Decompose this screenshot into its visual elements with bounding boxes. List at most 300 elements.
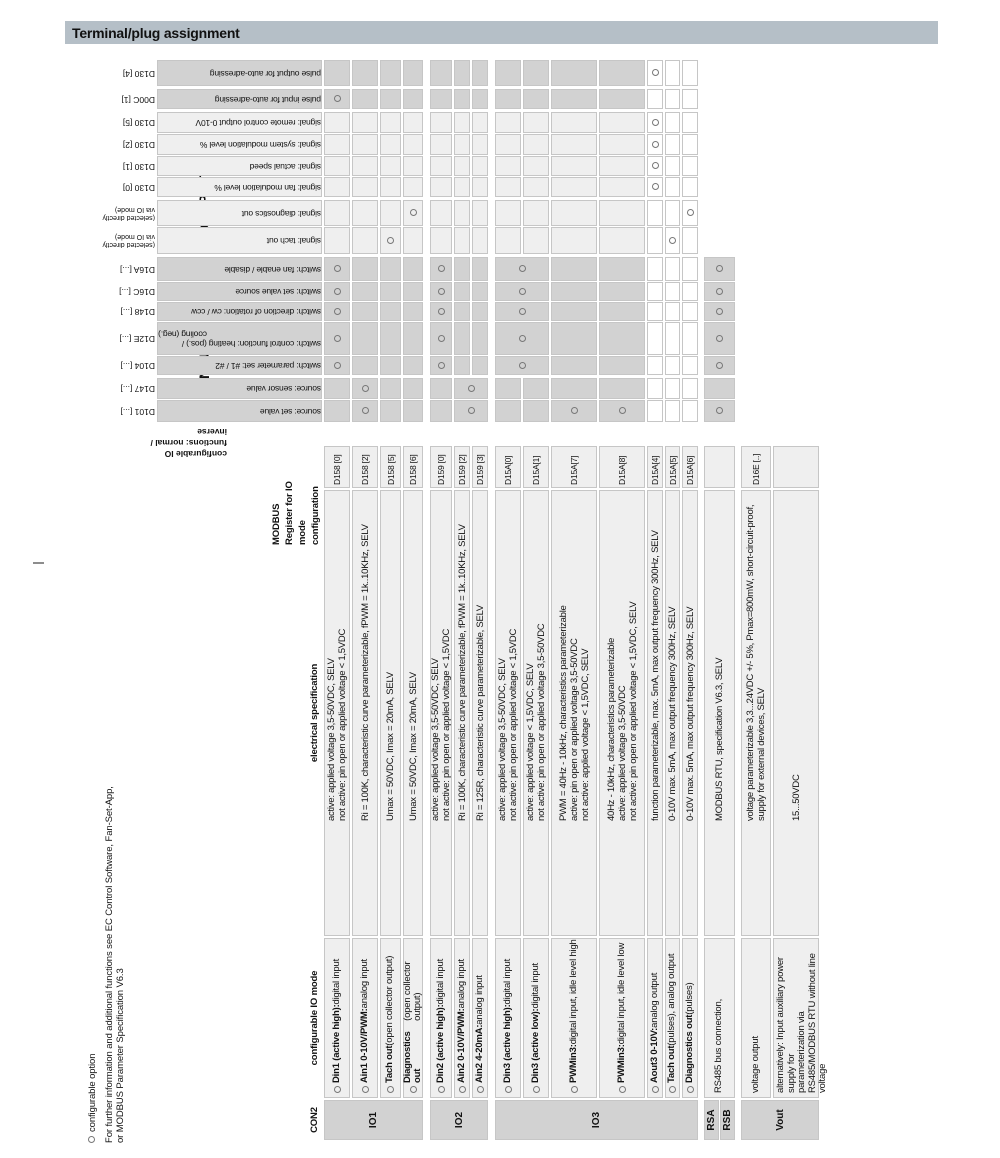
spec-cell-vout1: voltage parameterizable 3,3...24VDC +/- 5%, Pmax=800mW, short-circuit-proof, supply for external devices, SELV bbox=[741, 490, 771, 936]
func-cell-tachp-d00c bbox=[665, 89, 680, 109]
func-cell-din2-d16a bbox=[430, 257, 452, 281]
spec-cell-rs485: MODBUS RTU, specification V6.3, SELV bbox=[704, 490, 735, 936]
func-name-header-d101: source: set value bbox=[157, 400, 322, 422]
option-circle-icon bbox=[519, 288, 526, 295]
con2-group-io1: IO1 bbox=[324, 1100, 423, 1140]
func-cell-diagoc-d104 bbox=[403, 356, 423, 375]
option-circle-icon bbox=[652, 163, 659, 170]
register-cell-tachoc: D158 [5] bbox=[380, 446, 401, 488]
option-circle-icon bbox=[438, 288, 445, 295]
func-cell-din3h-din3l-d104 bbox=[495, 356, 549, 375]
func-cell-tachoc-d16a bbox=[380, 257, 401, 281]
func-reg-header-d147: D147 [...] bbox=[120, 384, 155, 395]
func-cell-ain1-d130_0 bbox=[352, 177, 378, 197]
func-cell-diagp-d101 bbox=[682, 400, 698, 422]
func-cell-din3h-d00c bbox=[495, 89, 521, 109]
func-cell-ain1-d130_1 bbox=[352, 156, 378, 176]
func-cell-diagp-d130_0 bbox=[682, 177, 698, 197]
option-circle-icon bbox=[468, 385, 475, 392]
func-cell-pwm3l-d104 bbox=[599, 356, 645, 375]
func-cell-din3h-tach bbox=[495, 227, 521, 254]
func-cell-tachp-d130_5 bbox=[665, 112, 680, 133]
func-name-header-d104: switch: parameter set: #1 / #2 bbox=[157, 356, 322, 375]
func-cell-pwm3l-d148 bbox=[599, 302, 645, 321]
func-cell-tachoc-d130_0 bbox=[380, 177, 401, 197]
mode-cell-aout3: Aout3 0-10V: analog output bbox=[647, 938, 663, 1098]
spec-cell-din2: active: applied voltage 3,5-50VDC, SELV not active: pin open or applied voltage < 1,5VDC bbox=[430, 490, 452, 936]
func-cell-rs485-d16c bbox=[704, 282, 735, 301]
register-cell-din3h: D15A[0] bbox=[495, 446, 521, 488]
func-cell-aout3-d12e bbox=[647, 322, 663, 355]
register-cell-din3l: D15A[1] bbox=[523, 446, 549, 488]
func-cell-ain1-d104 bbox=[352, 356, 378, 375]
option-circle-icon bbox=[533, 1086, 540, 1093]
func-cell-pwm3l-d130_4 bbox=[599, 60, 645, 86]
func-cell-ain2a-ain2b-d101 bbox=[454, 400, 488, 422]
func-cell-ain1-d130_5 bbox=[352, 112, 378, 133]
option-circle-icon bbox=[468, 408, 475, 415]
register-cell-vout1: D16E [..] bbox=[741, 446, 771, 488]
register-cell-ain2a: D159 [2] bbox=[454, 446, 470, 488]
func-cell-din2-d130_5 bbox=[430, 112, 452, 133]
func-cell-ain2a-d130_1 bbox=[454, 156, 470, 176]
func-cell-ain2a-d148 bbox=[454, 302, 470, 321]
func-cell-rs485-d12e bbox=[704, 322, 735, 355]
spec-cell-din3l: active: applied voltage < 1,5VDC, SELV not active: pin open or applied voltage 3,5-50VDC bbox=[523, 490, 549, 936]
option-circle-icon bbox=[652, 1086, 659, 1093]
func-reg-header-d00c: D00C [1] bbox=[121, 94, 155, 105]
spec-cell-din3h: active: applied voltage 3,5-50VDC, SELV not active: pin open or applied voltage < 1,5VDC bbox=[495, 490, 521, 936]
option-circle-icon bbox=[505, 1086, 512, 1093]
func-cell-ain1-d130_2 bbox=[352, 134, 378, 155]
func-name-header-d130_4: pulse output for auto-adressing bbox=[157, 60, 322, 86]
func-cell-ain1-diag bbox=[352, 200, 378, 226]
option-circle-icon bbox=[716, 408, 723, 415]
func-cell-pwm3h-d148 bbox=[551, 302, 597, 321]
func-cell-diagp-d16a bbox=[682, 257, 698, 281]
func-cell-din1-d101 bbox=[324, 400, 350, 422]
func-cell-din2-d147 bbox=[430, 378, 452, 399]
func-reg-header-d16c: D16C [...] bbox=[119, 287, 155, 298]
register-cell-pwm3h: D15A[7] bbox=[551, 446, 597, 488]
page-title: Terminal/plug assignment bbox=[72, 24, 240, 41]
spec-cell-tachoc: Umax = 50VDC, Imax = 20mA, SELV bbox=[380, 490, 401, 936]
func-cell-aout3-tach bbox=[647, 227, 663, 254]
spec-cell-ain2a: Ri = 100K, characteristic curve parameterizable, fPWM = 1k..10KHz, SELV bbox=[454, 490, 470, 936]
func-cell-ain2a-d104 bbox=[454, 356, 470, 375]
mode-cell-rs485: RS485 bus connection, bbox=[704, 938, 735, 1098]
func-cell-ain2a-ain2b-d147 bbox=[454, 378, 488, 399]
func-cell-din2-d148 bbox=[430, 302, 452, 321]
mode-cell-din2: Din2 (active high): digital input bbox=[430, 938, 452, 1098]
func-cell-din2-d130_2 bbox=[430, 134, 452, 155]
option-circle-icon bbox=[438, 266, 445, 273]
option-circle-icon bbox=[387, 237, 394, 244]
func-cell-tachoc-d12e bbox=[380, 322, 401, 355]
func-cell-ain2b-d00c bbox=[472, 89, 488, 109]
register-cell-diagoc: D158 [6] bbox=[403, 446, 423, 488]
func-cell-din1-d00c bbox=[324, 89, 350, 109]
register-cell-din1: D158 [0] bbox=[324, 446, 350, 488]
option-circle-icon bbox=[387, 1086, 394, 1093]
func-name-header-d148: switch: direction of rotation: cw / ccw bbox=[157, 302, 322, 321]
func-cell-tachoc-d130_4 bbox=[380, 60, 401, 86]
func-cell-pwm3l-d00c bbox=[599, 89, 645, 109]
func-cell-ain2b-diag bbox=[472, 200, 488, 226]
func-cell-ain1-tach bbox=[352, 227, 378, 254]
func-cell-din3l-d130_1 bbox=[523, 156, 549, 176]
option-circle-icon bbox=[619, 408, 626, 415]
func-cell-ain1-d16c bbox=[352, 282, 378, 301]
option-circle-icon bbox=[410, 210, 417, 217]
func-cell-tachoc-diag bbox=[380, 200, 401, 226]
func-cell-din3h-d101 bbox=[495, 400, 521, 422]
spec-cell-ain2b: Ri = 125R, characteristic curve parameterizable, SELV bbox=[472, 490, 488, 936]
func-cell-pwm3l-d101 bbox=[599, 400, 645, 422]
func-cell-aout3-d104 bbox=[647, 356, 663, 375]
func-cell-din3h-din3l-d16a bbox=[495, 257, 549, 281]
func-cell-din2-tach bbox=[430, 227, 452, 254]
func-cell-din3l-d00c bbox=[523, 89, 549, 109]
func-cell-diagp-d130_5 bbox=[682, 112, 698, 133]
func-cell-din3h-d130_2 bbox=[495, 134, 521, 155]
option-circle-icon bbox=[687, 1086, 694, 1093]
option-circle-icon bbox=[716, 335, 723, 342]
func-cell-din3h-din3l-d16c bbox=[495, 282, 549, 301]
func-cell-tachp-d104 bbox=[665, 356, 680, 375]
func-reg-header-d104: D104 [...] bbox=[120, 361, 155, 372]
func-cell-din3l-diag bbox=[523, 200, 549, 226]
func-cell-ain2b-d130_5 bbox=[472, 112, 488, 133]
func-cell-ain2a-d130_4 bbox=[454, 60, 470, 86]
option-circle-icon bbox=[652, 119, 659, 126]
func-cell-din1-d130_5 bbox=[324, 112, 350, 133]
func-cell-diagp-d12e bbox=[682, 322, 698, 355]
mode-cell-din1: Din1 (active high): digital input bbox=[324, 938, 350, 1098]
func-cell-diagoc-d147 bbox=[403, 378, 423, 399]
func-cell-diagoc-d16a bbox=[403, 257, 423, 281]
func-cell-ain2b-d130_2 bbox=[472, 134, 488, 155]
func-cell-pwm3l-d16a bbox=[599, 257, 645, 281]
func-cell-tachoc-d16c bbox=[380, 282, 401, 301]
func-cell-din3h-d130_4 bbox=[495, 60, 521, 86]
func-cell-aout3-d147 bbox=[647, 378, 663, 399]
mode-cell-din3h: Din3 (active high): digital input bbox=[495, 938, 521, 1098]
func-cell-tachp-tach bbox=[665, 227, 680, 254]
func-cell-tachp-d130_2 bbox=[665, 134, 680, 155]
func-cell-pwm3h-d16a bbox=[551, 257, 597, 281]
func-cell-ain2b-d148 bbox=[472, 302, 488, 321]
func-cell-din3h-diag bbox=[495, 200, 521, 226]
func-reg-header-diag: (selected directly via IO mode) bbox=[102, 206, 155, 221]
func-cell-pwm3h-d130_5 bbox=[551, 112, 597, 133]
func-cell-aout3-d148 bbox=[647, 302, 663, 321]
terminal-assignment-table bbox=[85, 55, 828, 1145]
mode-cell-diagoc: Diagnostics out (open collector output) bbox=[403, 938, 423, 1098]
func-name-header-d130_5: signal: remote control output 0-10V bbox=[157, 112, 322, 133]
func-cell-din3l-d130_0 bbox=[523, 177, 549, 197]
func-cell-diagoc-d101 bbox=[403, 400, 423, 422]
option-circle-icon bbox=[362, 1086, 369, 1093]
func-cell-aout3-d16a bbox=[647, 257, 663, 281]
func-cell-pwm3l-d147 bbox=[599, 378, 645, 399]
option-circle-icon bbox=[459, 1086, 466, 1093]
mode-cell-tachp: Tach out (pulses), analog output bbox=[665, 938, 680, 1098]
con2-group-rsab-RSB: RSB bbox=[720, 1100, 735, 1140]
func-cell-tachoc-d130_5 bbox=[380, 112, 401, 133]
func-cell-pwm3l-d16c bbox=[599, 282, 645, 301]
func-cell-din1-d130_4 bbox=[324, 60, 350, 86]
func-cell-diagoc-tach bbox=[403, 227, 423, 254]
func-cell-din3h-d130_0 bbox=[495, 177, 521, 197]
func-cell-tachoc-d130_2 bbox=[380, 134, 401, 155]
func-cell-din3h-d130_1 bbox=[495, 156, 521, 176]
func-cell-ain2b-d16c bbox=[472, 282, 488, 301]
func-cell-pwm3h-d16c bbox=[551, 282, 597, 301]
func-cell-tachoc-d00c bbox=[380, 89, 401, 109]
func-cell-diagoc-d130_2 bbox=[403, 134, 423, 155]
func-cell-ain1-d12e bbox=[352, 322, 378, 355]
mode-cell-diagp: Diagnostics out (pulses) bbox=[682, 938, 698, 1098]
col-header-con2: CON2 bbox=[309, 1107, 320, 1133]
func-cell-ain2a-d12e bbox=[454, 322, 470, 355]
option-circle-icon bbox=[334, 308, 341, 315]
func-cell-aout3-d16c bbox=[647, 282, 663, 301]
mode-cell-din3l: Din3 (active low): digital input bbox=[523, 938, 549, 1098]
func-cell-tachp-d16c bbox=[665, 282, 680, 301]
section-title-bar bbox=[65, 21, 938, 44]
func-cell-ain2a-d130_0 bbox=[454, 177, 470, 197]
func-cell-pwm3h-diag bbox=[551, 200, 597, 226]
func-cell-ain2a-d16c bbox=[454, 282, 470, 301]
func-name-header-d130_0: signal: fan modulation level % bbox=[157, 177, 322, 197]
option-circle-icon bbox=[334, 266, 341, 273]
mode-cell-ain2b: Ain2 4-20mA: analog input bbox=[472, 938, 488, 1098]
option-circle-icon bbox=[519, 335, 526, 342]
func-reg-header-tach: (selected directly via IO mode) bbox=[102, 233, 155, 249]
func-cell-pwm3h-d130_2 bbox=[551, 134, 597, 155]
func-cell-din3h-din3l-d12e bbox=[495, 322, 549, 355]
spec-cell-aout3: function parameterizable, max. 5mA, max output frequency 300Hz, SELV bbox=[647, 490, 663, 936]
func-cell-pwm3l-d12e bbox=[599, 322, 645, 355]
option-circle-icon bbox=[334, 1086, 341, 1093]
func-cell-aout3-d130_4 bbox=[647, 60, 663, 86]
con2-group-io3: IO3 bbox=[495, 1100, 698, 1140]
func-cell-pwm3l-d130_2 bbox=[599, 134, 645, 155]
option-circle-icon bbox=[716, 266, 723, 273]
option-circle-icon bbox=[716, 288, 723, 295]
func-cell-pwm3h-d147 bbox=[551, 378, 597, 399]
func-cell-aout3-d130_0 bbox=[647, 177, 663, 197]
func-cell-diagoc-d130_0 bbox=[403, 177, 423, 197]
func-cell-ain2b-d12e bbox=[472, 322, 488, 355]
spec-cell-tachp: 0-10V max. 5mA, max output frequency 300Hz, SELV bbox=[665, 490, 680, 936]
func-cell-din2-d130_0 bbox=[430, 177, 452, 197]
option-circle-icon bbox=[334, 288, 341, 295]
option-circle-icon bbox=[519, 362, 526, 369]
spec-cell-vout2: 15...50VDC bbox=[773, 490, 819, 936]
func-cell-aout3-d130_5 bbox=[647, 112, 663, 133]
option-circle-icon bbox=[652, 141, 659, 148]
func-reg-header-d130_4: D130 [4] bbox=[122, 68, 155, 79]
func-cell-din3h-d130_5 bbox=[495, 112, 521, 133]
func-cell-din2-d104 bbox=[430, 356, 452, 375]
func-cell-ain1-d130_4 bbox=[352, 60, 378, 86]
func-cell-pwm3h-d101 bbox=[551, 400, 597, 422]
register-cell-diagp: D15A[6] bbox=[682, 446, 698, 488]
mode-cell-vout1: voltage output bbox=[741, 938, 771, 1098]
func-cell-din1-diag bbox=[324, 200, 350, 226]
option-circle-icon bbox=[334, 96, 341, 103]
func-cell-ain1-d147 bbox=[352, 378, 378, 399]
func-cell-ain1-d16a bbox=[352, 257, 378, 281]
func-cell-diagoc-d130_1 bbox=[403, 156, 423, 176]
func-cell-aout3-d130_2 bbox=[647, 134, 663, 155]
func-cell-pwm3l-d130_0 bbox=[599, 177, 645, 197]
option-circle-icon bbox=[362, 385, 369, 392]
func-cell-diagoc-d148 bbox=[403, 302, 423, 321]
func-cell-pwm3h-d130_4 bbox=[551, 60, 597, 86]
func-cell-ain2a-d00c bbox=[454, 89, 470, 109]
func-cell-din2-d16c bbox=[430, 282, 452, 301]
legend-note: configurable option bbox=[87, 603, 98, 1143]
option-circle-icon bbox=[334, 335, 341, 342]
func-cell-din3l-d130_4 bbox=[523, 60, 549, 86]
func-cell-din1-d12e bbox=[324, 322, 350, 355]
func-cell-diagp-d104 bbox=[682, 356, 698, 375]
func-cell-rs485-d16a bbox=[704, 257, 735, 281]
func-reg-header-d12e: D12E [...] bbox=[119, 334, 155, 345]
register-cell-aout3: D15A[4] bbox=[647, 446, 663, 488]
option-circle-icon bbox=[652, 184, 659, 191]
spec-cell-diagp: 0-10V max. 5mA, max output frequency 300Hz, SELV bbox=[682, 490, 698, 936]
spec-cell-ain1: Ri = 100K, characteristic curve parameterizable, fPWM = 1k..10KHz, SELV bbox=[352, 490, 378, 936]
func-cell-tachp-d147 bbox=[665, 378, 680, 399]
col-header-configurable-functions: configurable IO functions: normal / inverse bbox=[150, 427, 227, 460]
func-cell-pwm3l-tach bbox=[599, 227, 645, 254]
func-name-header-diag: signal: diagnostics out bbox=[157, 200, 322, 226]
func-cell-din3l-d147 bbox=[523, 378, 549, 399]
func-cell-ain2b-d130_0 bbox=[472, 177, 488, 197]
func-cell-pwm3h-d00c bbox=[551, 89, 597, 109]
func-cell-diagoc-d130_4 bbox=[403, 60, 423, 86]
func-cell-tachp-d148 bbox=[665, 302, 680, 321]
option-circle-icon bbox=[619, 1086, 626, 1093]
con2-group-rsab-RSA: RSA bbox=[704, 1100, 719, 1140]
option-circle-icon bbox=[438, 308, 445, 315]
option-circle-icon bbox=[571, 1086, 578, 1093]
func-cell-din3l-d101 bbox=[523, 400, 549, 422]
func-cell-ain2a-tach bbox=[454, 227, 470, 254]
mode-cell-pwm3l: PWMin3: digital input, idle level low bbox=[599, 938, 645, 1098]
func-cell-din2-d130_4 bbox=[430, 60, 452, 86]
func-cell-din1-d130_1 bbox=[324, 156, 350, 176]
func-cell-din1-d16c bbox=[324, 282, 350, 301]
fold-mark bbox=[33, 562, 44, 564]
func-cell-aout3-d130_1 bbox=[647, 156, 663, 176]
register-cell-din2: D159 [0] bbox=[430, 446, 452, 488]
func-cell-tachoc-d101 bbox=[380, 400, 401, 422]
func-reg-header-d101: D101 [...] bbox=[120, 406, 155, 417]
option-circle-icon bbox=[716, 362, 723, 369]
func-reg-header-d148: D148 [...] bbox=[120, 307, 155, 318]
spec-cell-diagoc: Umax = 50VDC, Imax = 20mA, SELV bbox=[403, 490, 423, 936]
spec-cell-pwm3l: 40Hz - 10kHz, characteristics parameterizable active: applied voltage 3,5-50VDC not active: pin open or applied voltage < 1,5VDC, SELV bbox=[599, 490, 645, 936]
register-cell-pwm3l: D15A[8] bbox=[599, 446, 645, 488]
mode-cell-vout2: alternatively: Input auxiliary power supply for parameterization via RS485/MODBUS RTU without line voltage bbox=[773, 938, 819, 1098]
col-header-io-mode: configurable IO mode bbox=[309, 970, 320, 1066]
func-cell-tachoc-d104 bbox=[380, 356, 401, 375]
func-cell-ain1-d00c bbox=[352, 89, 378, 109]
func-name-header-d12e: switch: control function: heating (pos.) / cooling (neg.) bbox=[157, 322, 322, 355]
func-name-header-d00c: pulse input for auto-adressing bbox=[157, 89, 322, 109]
func-cell-din1-d104 bbox=[324, 356, 350, 375]
func-cell-ain2a-d130_2 bbox=[454, 134, 470, 155]
func-cell-pwm3h-d130_1 bbox=[551, 156, 597, 176]
func-cell-tachp-d12e bbox=[665, 322, 680, 355]
func-cell-aout3-d101 bbox=[647, 400, 663, 422]
mode-cell-pwm3h: PWMin3: digital input, idle level high bbox=[551, 938, 597, 1098]
con2-group-vout: Vout bbox=[741, 1100, 819, 1140]
func-cell-pwm3h-d104 bbox=[551, 356, 597, 375]
func-cell-rs485-d104 bbox=[704, 356, 735, 375]
option-circle-icon bbox=[652, 70, 659, 77]
option-circle-icon bbox=[410, 1086, 417, 1093]
spec-cell-pwm3h: PWM = 40Hz - 10kHz, characteristics parameterizable active: pin open or applied voltage 3,5-50VDC not active: applied voltage < 1,5VDC, SELV bbox=[551, 490, 597, 936]
func-cell-din1-d130_2 bbox=[324, 134, 350, 155]
func-name-header-tach: signal: tach out bbox=[157, 227, 322, 254]
func-cell-tachoc-d148 bbox=[380, 302, 401, 321]
func-cell-pwm3l-d130_1 bbox=[599, 156, 645, 176]
func-cell-ain2a-d16a bbox=[454, 257, 470, 281]
func-cell-rs485-d147 bbox=[704, 378, 735, 399]
option-circle-icon bbox=[519, 308, 526, 315]
con2-group-io2: IO2 bbox=[430, 1100, 488, 1140]
func-cell-din3h-d147 bbox=[495, 378, 521, 399]
func-cell-tachp-d16a bbox=[665, 257, 680, 281]
func-cell-diagp-d16c bbox=[682, 282, 698, 301]
option-circle-icon bbox=[362, 408, 369, 415]
func-cell-tachoc-d130_1 bbox=[380, 156, 401, 176]
func-cell-din1-d16a bbox=[324, 257, 350, 281]
func-cell-din3h-din3l-d148 bbox=[495, 302, 549, 321]
mode-cell-ain2a: Ain2 0-10V/PWM: analog input bbox=[454, 938, 470, 1098]
option-circle-icon bbox=[477, 1086, 484, 1093]
func-reg-header-d130_0: D130 [0] bbox=[122, 182, 155, 193]
func-cell-pwm3h-tach bbox=[551, 227, 597, 254]
option-circle-icon bbox=[716, 308, 723, 315]
func-reg-header-d130_1: D130 [1] bbox=[122, 161, 155, 172]
register-cell-ain1: D158 [2] bbox=[352, 446, 378, 488]
func-cell-din2-d00c bbox=[430, 89, 452, 109]
func-cell-rs485-d148 bbox=[704, 302, 735, 321]
func-cell-tachp-d130_4 bbox=[665, 60, 680, 86]
func-cell-ain2a-d130_5 bbox=[454, 112, 470, 133]
func-cell-din1-d130_0 bbox=[324, 177, 350, 197]
func-cell-diagp-d148 bbox=[682, 302, 698, 321]
func-cell-din3l-tach bbox=[523, 227, 549, 254]
func-cell-tachp-d101 bbox=[665, 400, 680, 422]
func-cell-ain1-d148 bbox=[352, 302, 378, 321]
func-cell-tachp-d130_1 bbox=[665, 156, 680, 176]
info-note-line2: or MODBUS Parameter Specification V6.3 bbox=[115, 968, 126, 1143]
func-cell-din1-tach bbox=[324, 227, 350, 254]
func-cell-diagp-d00c bbox=[682, 89, 698, 109]
func-cell-din2-diag bbox=[430, 200, 452, 226]
func-name-header-d130_2: signal: system modulation level % bbox=[157, 134, 322, 155]
register-cell-ain2b: D159 [3] bbox=[472, 446, 488, 488]
func-name-header-d147: source: sensor value bbox=[157, 378, 322, 399]
